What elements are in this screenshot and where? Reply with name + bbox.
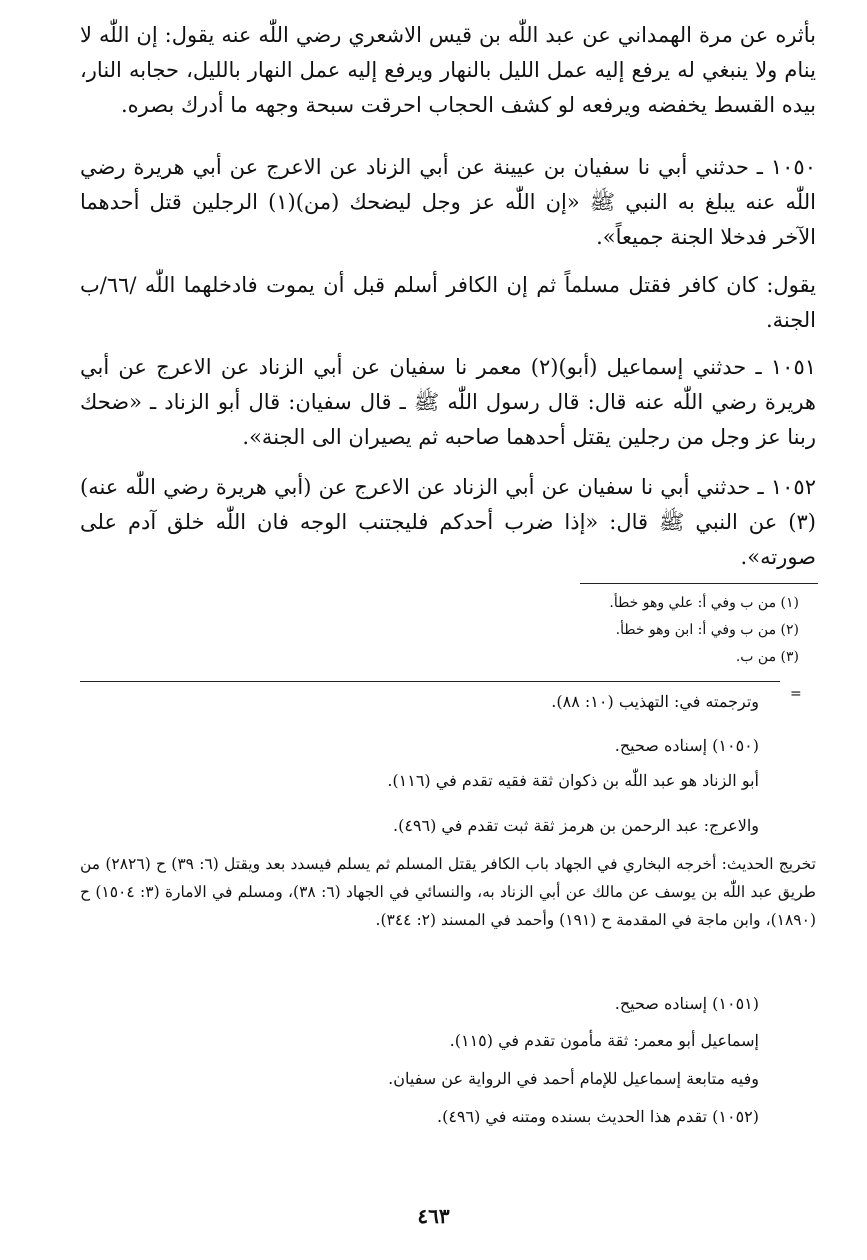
annotation-1050-isnad: (١٠٥٠) إسناده صحيح. bbox=[614, 736, 759, 755]
hadith-1052: ١٠٥٢ ـ حدثني أبي نا سفيان عن أبي الزناد عن الاعرج عن (أبي هريرة رضي اللّٰه عنه)(٣) عن النبي ﷺ قال: «إذا ضرب أحدكم فليجتنب الوجه فان اللّٰه خلق آدم على صورته». bbox=[80, 475, 816, 569]
annotation-1051-isnad: (١٠٥١) إسناده صحيح. bbox=[614, 994, 759, 1013]
main-paragraph-intro: بأثره عن مرة الهمداني عن عبد اللّٰه بن قيس الاشعري رضي اللّٰه عنه يقول: إن اللّٰه لا ينام ولا ينبغي له يرفع إليه عمل الليل بالنهار ويرفع إليه عمل النهار بالليل، حجابه النار، بيده القسط يخفضه ويرفعه لو كشف الحجاب احرقت سبحة وجهه ما أدرك بصره. bbox=[80, 23, 816, 117]
footnote-divider bbox=[580, 583, 818, 584]
hadith-1051: ١٠٥١ ـ حدثني إسماعيل (أبو)(٢) معمر نا سفيان عن أبي الزناد عن الاعرج عن أبي هريرة رضي اللّٰه عنه قال: قال رسول اللّٰه ﷺ ـ قال سفيان: قال أبو الزناد ـ «ضحك ربنا عز وجل من رجلين يقتل أحدهما صاحبه ثم يصيران الى الجنة». bbox=[80, 355, 817, 449]
annotation-abu-zinad: أبو الزناد هو عبد اللّٰه بن ذكوان ثقة فقيه تقدم في (١١٦). bbox=[387, 771, 759, 790]
annotation-mutaba: وفيه متابعة إسماعيل للإمام أحمد في الرواية عن سفيان. bbox=[388, 1069, 759, 1088]
page-number: ٤٦٣ bbox=[417, 1204, 450, 1228]
hadith-1050: ١٠٥٠ ـ حدثني أبي نا سفيان بن عيينة عن أبي الزناد عن الاعرج عن أبي هريرة رضي اللّٰه عنه يبلغ به النبي ﷺ «إن اللّٰه عز وجل ليضحك (من)(١) الرجلين قتل أحدهما الآخر فدخلا الجنة جميعاً». bbox=[80, 155, 816, 249]
annotation-ismail: إسماعيل أبو معمر: ثقة مأمون تقدم في (١١٥). bbox=[449, 1031, 759, 1050]
footnote-1: (١) من ب وفي أ: علي وهو خطأ. bbox=[609, 595, 799, 611]
annotation-divider bbox=[80, 681, 780, 682]
annotation-takhrij: تخريج الحديث: أخرجه البخاري في الجهاد باب الكافر يقتل المسلم ثم يسلم فيسدد بعد ويقتل (٦: ٣٩) ح (٢٨٢٦) من طريق عبد اللّٰه بن يوسف عن مالك عن أبي الزناد به، والنسائي في الجهاد (٦: ٣٨)، ومسلم في الامارة (٣: ١٥٠٤) ح (١٨٩٠)، وابن ماجة في المقدمة ح (١٩١) وأحمد في المسند (٢: ٣٤٤). bbox=[80, 855, 816, 929]
hadith-1050-explanation: يقول: كان كافر فقتل مسلماً ثم إن الكافر أسلم قبل أن يموت فادخلهما اللّٰه /٦٦/ب الجنة. bbox=[80, 273, 816, 332]
annotation-tahdhib: وترجمته في: التهذيب (١٠: ٨٨). bbox=[551, 692, 759, 711]
annotation-1052: (١٠٥٢) تقدم هذا الحديث بسنده ومتنه في (٤٩٦). bbox=[436, 1107, 759, 1126]
footnote-3: (٣) من ب. bbox=[735, 649, 799, 665]
footnote-2: (٢) من ب وفي أ: ابن وهو خطأ. bbox=[615, 622, 799, 638]
annotation-aaraj: والاعرج: عبد الرحمن بن هرمز ثقة ثبت تقدم في (٤٩٦). bbox=[392, 816, 759, 835]
continuation-mark: = bbox=[790, 686, 802, 702]
